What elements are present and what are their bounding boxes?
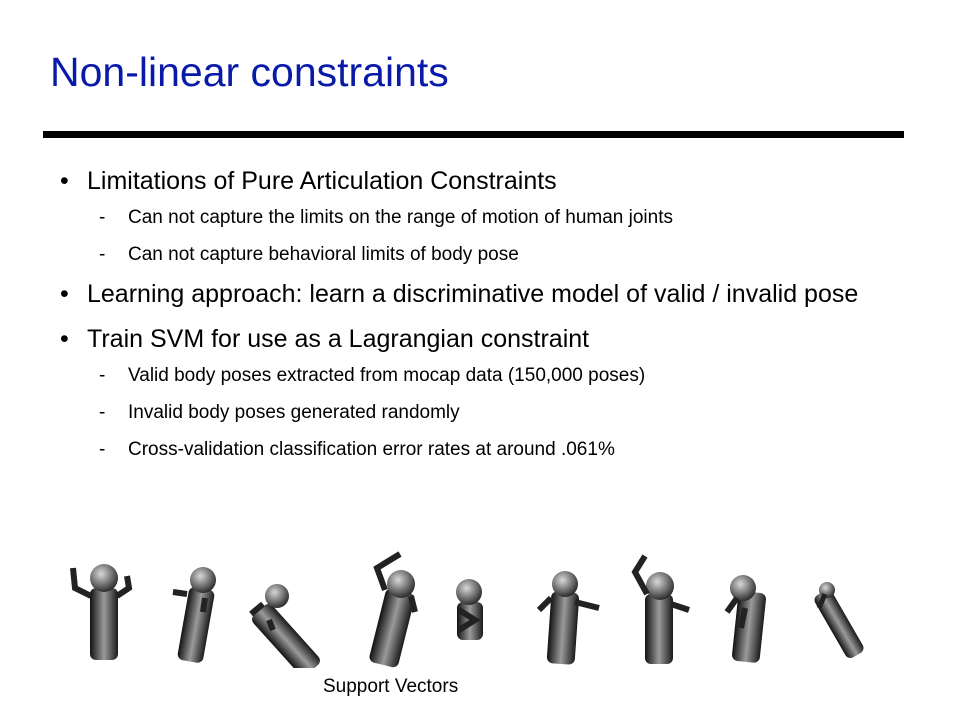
pose-figure-4	[368, 554, 415, 668]
bullet-glyph: •	[60, 325, 69, 353]
sub-bullet-text: Can not capture the limits on the range of motion of human joints	[128, 207, 673, 228]
sub-bullet-text: Can not capture behavioral limits of body pose	[128, 244, 519, 265]
bullet-text: Limitations of Pure Articulation Constraints	[87, 167, 557, 195]
dash-glyph: -	[99, 207, 106, 228]
bullet-glyph: •	[60, 167, 69, 195]
pose-figure-5	[456, 579, 483, 640]
dash-glyph: -	[99, 244, 106, 265]
sub-bullet-text: Valid body poses extracted from mocap data (150,000 poses)	[128, 365, 646, 386]
bullet-item	[60, 279, 910, 310]
pose-figure-2	[173, 567, 216, 664]
sub-bullet-item	[87, 400, 910, 425]
pose-figure-8	[727, 575, 767, 663]
sub-bullet-item	[87, 242, 910, 267]
dash-glyph: -	[99, 365, 106, 386]
dash-glyph: -	[99, 439, 106, 460]
bullet-text: Learning approach: learn a discriminative model of valid / invalid pose	[87, 280, 859, 308]
figure-caption: Support Vectors	[323, 676, 459, 697]
pose-figure-1	[73, 564, 129, 660]
bullet-item	[60, 166, 910, 267]
sub-bullet-list	[87, 205, 910, 267]
dash-glyph: -	[99, 402, 106, 423]
support-vector-poses	[55, 548, 885, 668]
sub-bullet-item	[87, 437, 910, 462]
bullet-list	[60, 166, 910, 474]
slide-title: Non-linear constraints	[50, 49, 449, 95]
pose-figure-7	[635, 556, 689, 664]
bullet-item	[60, 324, 910, 462]
pose-figure-3	[250, 584, 323, 668]
pose-figure-6	[539, 571, 599, 665]
title-divider	[43, 131, 904, 138]
sub-bullet-text: Cross-validation classification error rates at around .061%	[128, 439, 615, 460]
sub-bullet-text: Invalid body poses generated randomly	[128, 402, 460, 423]
bullet-glyph: •	[60, 280, 69, 308]
sub-bullet-item	[87, 205, 910, 230]
sub-bullet-item	[87, 363, 910, 388]
bullet-text: Train SVM for use as a Lagrangian constraint	[87, 325, 590, 353]
sub-bullet-list	[87, 363, 910, 462]
pose-figure-9	[812, 582, 865, 660]
